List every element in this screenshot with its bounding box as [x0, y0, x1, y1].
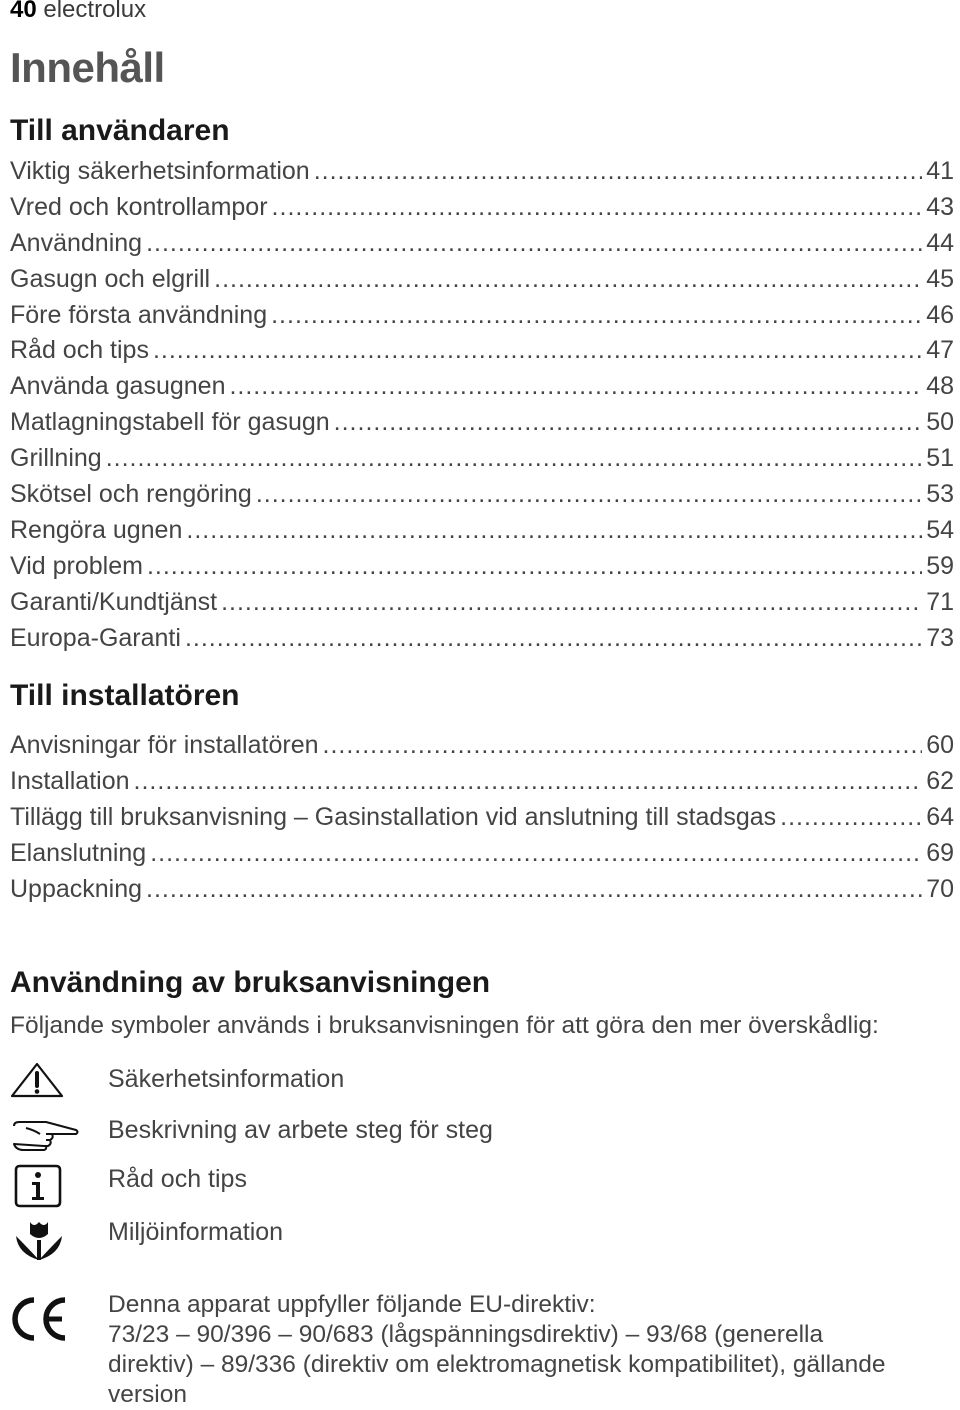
toc-label: Garanti/Kundtjänst — [10, 587, 218, 616]
toc-page-number: 73 — [926, 623, 954, 652]
toc-leader-dots — [780, 803, 922, 832]
toc-page-number: 43 — [926, 192, 954, 221]
toc-label: Matlagningstabell för gasugn — [10, 408, 330, 437]
toc-page-number: 47 — [926, 336, 954, 365]
symbol-label: Miljöinformation — [108, 1218, 284, 1246]
toc-leader-dots — [106, 444, 922, 473]
toc-leader-dots — [185, 624, 922, 653]
toc-leader-dots — [146, 229, 922, 258]
info-icon — [14, 1164, 62, 1213]
toc-leader-dots — [153, 336, 922, 365]
toc-label: Anvisningar för installatören — [10, 731, 319, 759]
toc-leader-dots — [186, 516, 922, 545]
toc-row[interactable] — [10, 839, 954, 875]
directive-line: Denna apparat uppfyller följande EU-direktiv: — [108, 1291, 596, 1318]
toc-page-number: 70 — [926, 874, 954, 903]
toc-row[interactable] — [10, 516, 954, 552]
toc-leader-dots — [256, 480, 922, 509]
toc-leader-dots — [214, 265, 922, 294]
toc-page-number: 41 — [926, 157, 954, 185]
usage-intro: Följande symboler används i bruksanvisningen för att göra den mer överskådlig: — [10, 1012, 879, 1039]
toc-page-number: 54 — [926, 515, 954, 544]
toc-row[interactable] — [10, 265, 954, 301]
toc-leader-dots — [221, 588, 922, 617]
toc-leader-dots — [150, 839, 922, 868]
flower-icon — [14, 1218, 64, 1267]
section-heading-usage: Användning av bruksanvisningen — [10, 966, 491, 999]
toc-list-installer — [10, 731, 954, 910]
toc-row[interactable] — [10, 624, 954, 660]
toc-row[interactable] — [10, 229, 954, 265]
toc-label: Skötsel och rengöring — [10, 480, 252, 509]
toc-row[interactable] — [10, 301, 954, 337]
toc-row[interactable] — [10, 552, 954, 588]
toc-page-number: 60 — [926, 731, 954, 759]
symbol-label: Råd och tips — [108, 1165, 247, 1193]
ce-mark-icon — [8, 1294, 70, 1349]
directive-line: direktiv) – 89/336 (direktiv om elektromagnetisk kompatibilitet), gällande — [108, 1351, 886, 1378]
toc-label: Installation — [10, 766, 130, 795]
toc-leader-dots — [334, 408, 923, 437]
toc-label: Råd och tips — [10, 336, 149, 365]
page-title: Innehåll — [10, 44, 165, 91]
toc-row[interactable] — [10, 588, 954, 624]
toc-label: Före första användning — [10, 300, 268, 329]
toc-label: Rengöra ugnen — [10, 515, 183, 544]
toc-row[interactable] — [10, 193, 954, 229]
toc-page-number: 71 — [926, 587, 954, 616]
pointing-hand-icon — [10, 1118, 80, 1157]
toc-label: Viktig säkerhetsinformation — [10, 157, 310, 185]
toc-leader-dots — [229, 372, 922, 401]
toc-label: Uppackning — [10, 874, 143, 903]
section-heading-user: Till användaren — [10, 114, 230, 147]
toc-row[interactable] — [10, 480, 954, 516]
toc-page-number: 51 — [926, 444, 954, 473]
toc-page-number: 46 — [926, 300, 954, 329]
toc-row[interactable] — [10, 157, 954, 193]
toc-page-number: 59 — [926, 551, 954, 580]
toc-page-number: 64 — [926, 802, 954, 831]
toc-label: Gasugn och elgrill — [10, 264, 211, 293]
toc-label: Tillägg till bruksanvisning – Gasinstallation vid anslutning till stadsgas — [10, 802, 777, 831]
toc-page-number: 53 — [926, 480, 954, 509]
directive-line: 73/23 – 90/396 – 90/683 (lågspänningsdirektiv) – 93/68 (generella — [108, 1321, 824, 1348]
directive-text — [108, 1290, 938, 1410]
toc-row[interactable] — [10, 767, 954, 803]
toc-page-number: 50 — [926, 408, 954, 437]
directive-line: version — [108, 1381, 187, 1408]
toc-page-number: 69 — [926, 838, 954, 867]
toc-page-number: 62 — [926, 766, 954, 795]
toc-leader-dots — [147, 552, 922, 581]
warning-triangle-icon — [10, 1062, 64, 1103]
toc-leader-dots — [271, 301, 922, 330]
toc-leader-dots — [146, 875, 922, 904]
toc-label: Europa-Garanti — [10, 623, 181, 652]
toc-page-number: 48 — [926, 372, 954, 401]
toc-label: Vid problem — [10, 551, 143, 580]
toc-leader-dots — [323, 731, 923, 760]
toc-label: Vred och kontrollampor — [10, 192, 268, 221]
toc-label: Elanslutning — [10, 838, 147, 867]
toc-row[interactable] — [10, 408, 954, 444]
symbol-label: Beskrivning av arbete steg för steg — [108, 1116, 493, 1144]
section-heading-installer: Till installatören — [10, 679, 240, 712]
symbol-label: Säkerhetsinformation — [108, 1065, 345, 1093]
toc-row[interactable] — [10, 731, 954, 767]
toc-row[interactable] — [10, 875, 954, 911]
toc-row[interactable] — [10, 336, 954, 372]
toc-list-user — [10, 157, 954, 659]
toc-leader-dots — [272, 193, 923, 222]
toc-row[interactable] — [10, 444, 954, 480]
page-header — [10, 0, 146, 24]
toc-row[interactable] — [10, 372, 954, 408]
toc-page-number: 45 — [926, 264, 954, 293]
toc-leader-dots — [134, 767, 923, 796]
toc-label: Användning — [10, 228, 143, 257]
toc-label: Grillning — [10, 444, 102, 473]
toc-row[interactable] — [10, 803, 954, 839]
brand-name: electrolux — [43, 0, 147, 23]
page-number: 40 — [10, 0, 37, 23]
toc-page-number: 44 — [926, 228, 954, 257]
toc-label: Använda gasugnen — [10, 372, 226, 401]
toc-leader-dots — [314, 157, 923, 186]
